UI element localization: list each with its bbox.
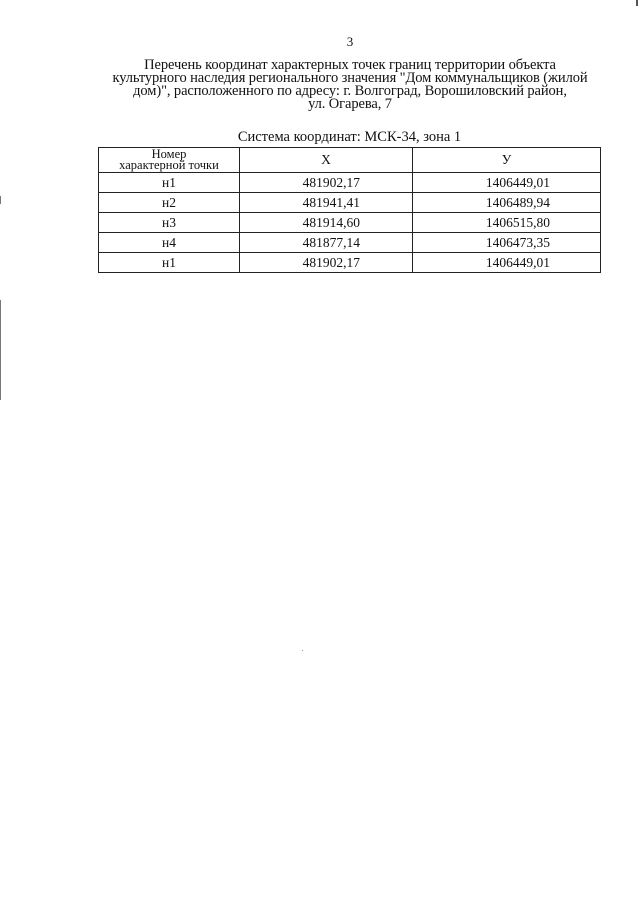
title-line: Перечень координат характерных точек границ территории объекта bbox=[144, 57, 556, 73]
coordinates-table bbox=[98, 147, 601, 273]
table-row bbox=[99, 173, 601, 193]
header-y: У bbox=[413, 148, 601, 173]
document-title bbox=[90, 59, 610, 111]
scan-corner-mark bbox=[636, 0, 638, 6]
table-row bbox=[99, 253, 601, 273]
cell-x: 481914,60 bbox=[240, 213, 413, 233]
cell-y: 1406449,01 bbox=[413, 173, 601, 193]
title-line: культурного наследия регионального значения "Дом коммунальщиков (жилой bbox=[112, 70, 588, 86]
scan-speck bbox=[302, 650, 303, 651]
cell-point: н2 bbox=[99, 193, 240, 213]
cell-x: 481941,41 bbox=[240, 193, 413, 213]
cell-point: н4 bbox=[99, 233, 240, 253]
cell-point: н1 bbox=[99, 253, 240, 273]
cell-y: 1406473,35 bbox=[413, 233, 601, 253]
coordinate-system-label: Система координат: МСК-34, зона 1 bbox=[237, 129, 462, 145]
scan-margin-mark bbox=[0, 196, 1, 204]
title-line: ул. Огарева, 7 bbox=[308, 96, 392, 112]
cell-y: 1406515,80 bbox=[413, 213, 601, 233]
cell-y: 1406489,94 bbox=[413, 193, 601, 213]
table-row bbox=[99, 193, 601, 213]
cell-x: 481877,14 bbox=[240, 233, 413, 253]
cell-x: 481902,17 bbox=[240, 253, 413, 273]
scan-margin-mark bbox=[0, 300, 1, 400]
cell-y: 1406449,01 bbox=[413, 253, 601, 273]
cell-point: н1 bbox=[99, 173, 240, 193]
table-row bbox=[99, 233, 601, 253]
header-point-number: Номер характерной точки bbox=[99, 148, 240, 173]
table-row bbox=[99, 213, 601, 233]
cell-point: н3 bbox=[99, 213, 240, 233]
cell-x: 481902,17 bbox=[240, 173, 413, 193]
title-line: дом)", расположенного по адресу: г. Волгоград, Ворошиловский район, bbox=[133, 83, 567, 99]
page-number: 3 bbox=[346, 34, 354, 49]
table-header-row bbox=[99, 148, 601, 173]
header-x: X bbox=[240, 148, 413, 173]
